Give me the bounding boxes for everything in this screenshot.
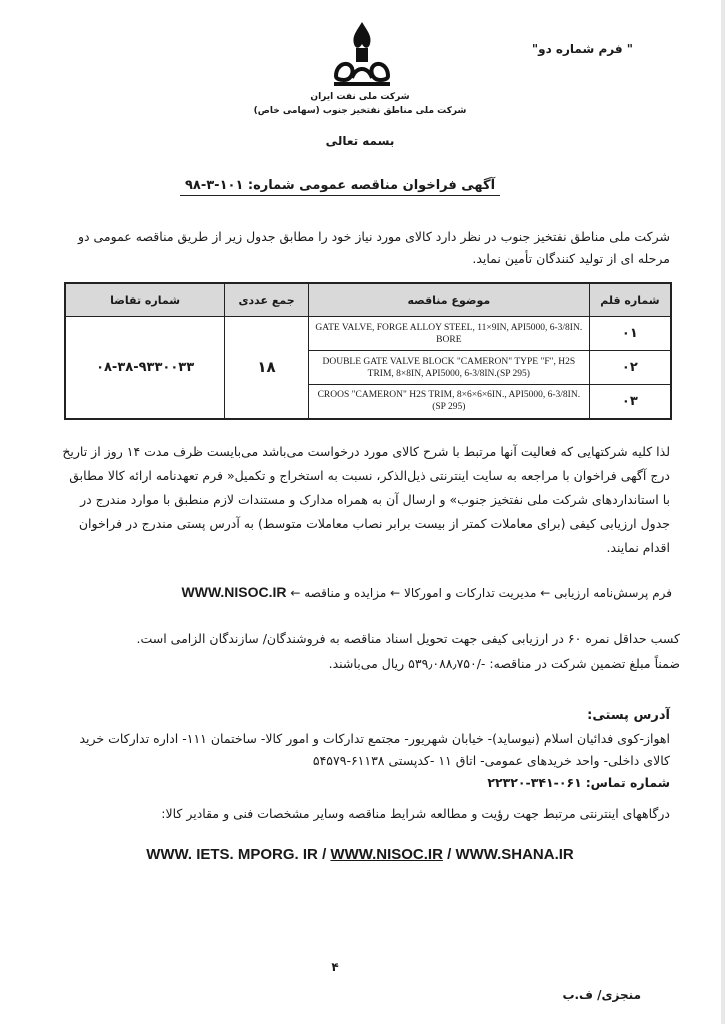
- company-name: [240, 90, 480, 118]
- item-no: ۰۱: [589, 317, 671, 351]
- flow-step-procurement: مدیریت تدارکات و امورکالا: [403, 586, 537, 600]
- intro-paragraph: شرکت ملی مناطق نفتخیز جنوب در نظر دارد کالای مورد نیاز خود را مطابق جدول زیر از طریق مناقصه عمومی دو مرحله ای از تولید کنندگان تأمین نماید.: [77, 229, 670, 266]
- items-table: [64, 282, 672, 420]
- table-header-row: [65, 283, 671, 317]
- page-number: ۴: [331, 960, 339, 974]
- arrow-icon: ←: [390, 586, 401, 600]
- arrow-icon: ←: [540, 586, 551, 600]
- address-title: آدرس پستی:: [587, 708, 670, 723]
- contact-number: ۰۶۱-۳۴۱-۲۲۳۲۰: [487, 775, 582, 790]
- total-count: ۱۸: [225, 317, 309, 419]
- header-request-no: شماره تقاضا: [65, 283, 225, 317]
- flow-website-link[interactable]: WWW.NISOC.IR: [181, 584, 287, 600]
- scan-edge: [721, 0, 725, 1024]
- tender-title: آگهی فراخوان مناقصه عمومی شماره: ۱۰۱-۳-۹۸: [180, 178, 500, 196]
- website-iets[interactable]: WWW. IETS. MPORG. IR: [146, 846, 318, 863]
- nioc-logo-icon: [326, 18, 398, 90]
- form-number-label: " فرم شماره دو": [531, 42, 633, 56]
- request-number: ۰۸-۳۸-۹۳۳۰۰۳۳: [65, 317, 225, 419]
- flow-step-questionnaire: فرم پرسش‌نامه ارزیابی: [554, 586, 672, 600]
- basmala: بسمه تعالی: [325, 134, 395, 148]
- company-line-1: شرکت ملی نفت ایران: [310, 92, 410, 102]
- item-description: GATE VALVE, FORGE ALLOY STEEL, 11×9IN, API5000, 6-3/8IN. BORE: [308, 317, 589, 351]
- contact-line: [60, 772, 670, 794]
- contact-label: شماره تماس:: [585, 775, 670, 790]
- min-score-text: کسب حداقل نمره ۶۰ در ارزیابی کیفی جهت تحویل اسناد مناقصه به فروشندگان/ سازندگان الزامی است.: [136, 631, 680, 646]
- websites-line: [60, 846, 660, 863]
- portals-text: درگاههای اینترنتی مرتبط جهت رؤیت و مطالعه شرایط مناقصه وسایر مشخصات فنی و مقادیر کالا:: [161, 806, 670, 821]
- navigation-path: [72, 584, 672, 600]
- item-description: DOUBLE GATE VALVE BLOCK "CAMERON" TYPE "F", H2S TRIM, 8×8IN, API5000, 6-3/8IN.(SP 295): [308, 351, 589, 385]
- website-nisoc[interactable]: WWW.NISOC.IR: [330, 846, 443, 863]
- table-row: [65, 317, 671, 351]
- item-no: ۰۲: [589, 351, 671, 385]
- conditions-paragraph: لذا کلیه شرکتهایی که فعالیت آنها مرتبط با شرح کالای مورد درخواست می‌باشد می‌بایست ظرف مدت ۱۴ روز از تاریخ درج آگهی فراخوان با مراجعه به سایت اینترنتی ذیل‌الذکر، نسبت به استخراج و تکمیل« فرم تعهدنامه ارائه کالا مطابق با استانداردهای شرکت ملی نفتخیز جنوب» و ارسال آن به همراه مدارک و مستندات لازم منطبق با موارد مندرج در جدول ارزیابی کیفی (برای معاملات کمتر از بیست برابر نصاب معاملات متوسط) به آدرس پستی مندرج در فراخوان اقدام نمایند.: [62, 444, 670, 555]
- address-text: اهواز-کوی فدائیان اسلام (نیوساید)- خیابان شهریور- مجتمع تدارکات و امور کالا- ساختمان ۱۱۱- اداره تدارکات خرید کالای داخلی- واحد خریدهای عمومی- اتاق ۱۱ -کدپستی ۶۱۱۳۸-۵۴۵۷۹: [79, 731, 670, 768]
- guarantee-text: ضمناً مبلغ تضمین شرکت در مناقصه: -/۵۳۹٫۰۸۸٫۷۵۰ ریال می‌باشند.: [328, 656, 680, 671]
- arrow-icon: ←: [290, 586, 301, 600]
- item-no: ۰۳: [589, 385, 671, 419]
- flow-step-tenders: مزایده و مناقصه: [304, 586, 387, 600]
- item-description: CROOS "CAMERON" H2S TRIM, 8×6×6×6IN., API5000, 6-3/8IN.(SP 295): [308, 385, 589, 419]
- website-shana[interactable]: WWW.SHANA.IR: [455, 846, 574, 863]
- separator: /: [442, 846, 456, 863]
- header-subject: موضوع مناقصه: [308, 283, 589, 317]
- header-item-no: شماره قلم: [589, 283, 671, 317]
- separator: /: [317, 846, 331, 863]
- company-line-2: شرکت ملی مناطق نفتخیز جنوب (سهامی خاص): [253, 106, 467, 116]
- address-block: [60, 728, 670, 794]
- requirements-block: [80, 626, 680, 676]
- header-total: جمع عددی: [225, 283, 309, 317]
- footer-initials: منجزی/ ف.ب: [562, 988, 641, 1002]
